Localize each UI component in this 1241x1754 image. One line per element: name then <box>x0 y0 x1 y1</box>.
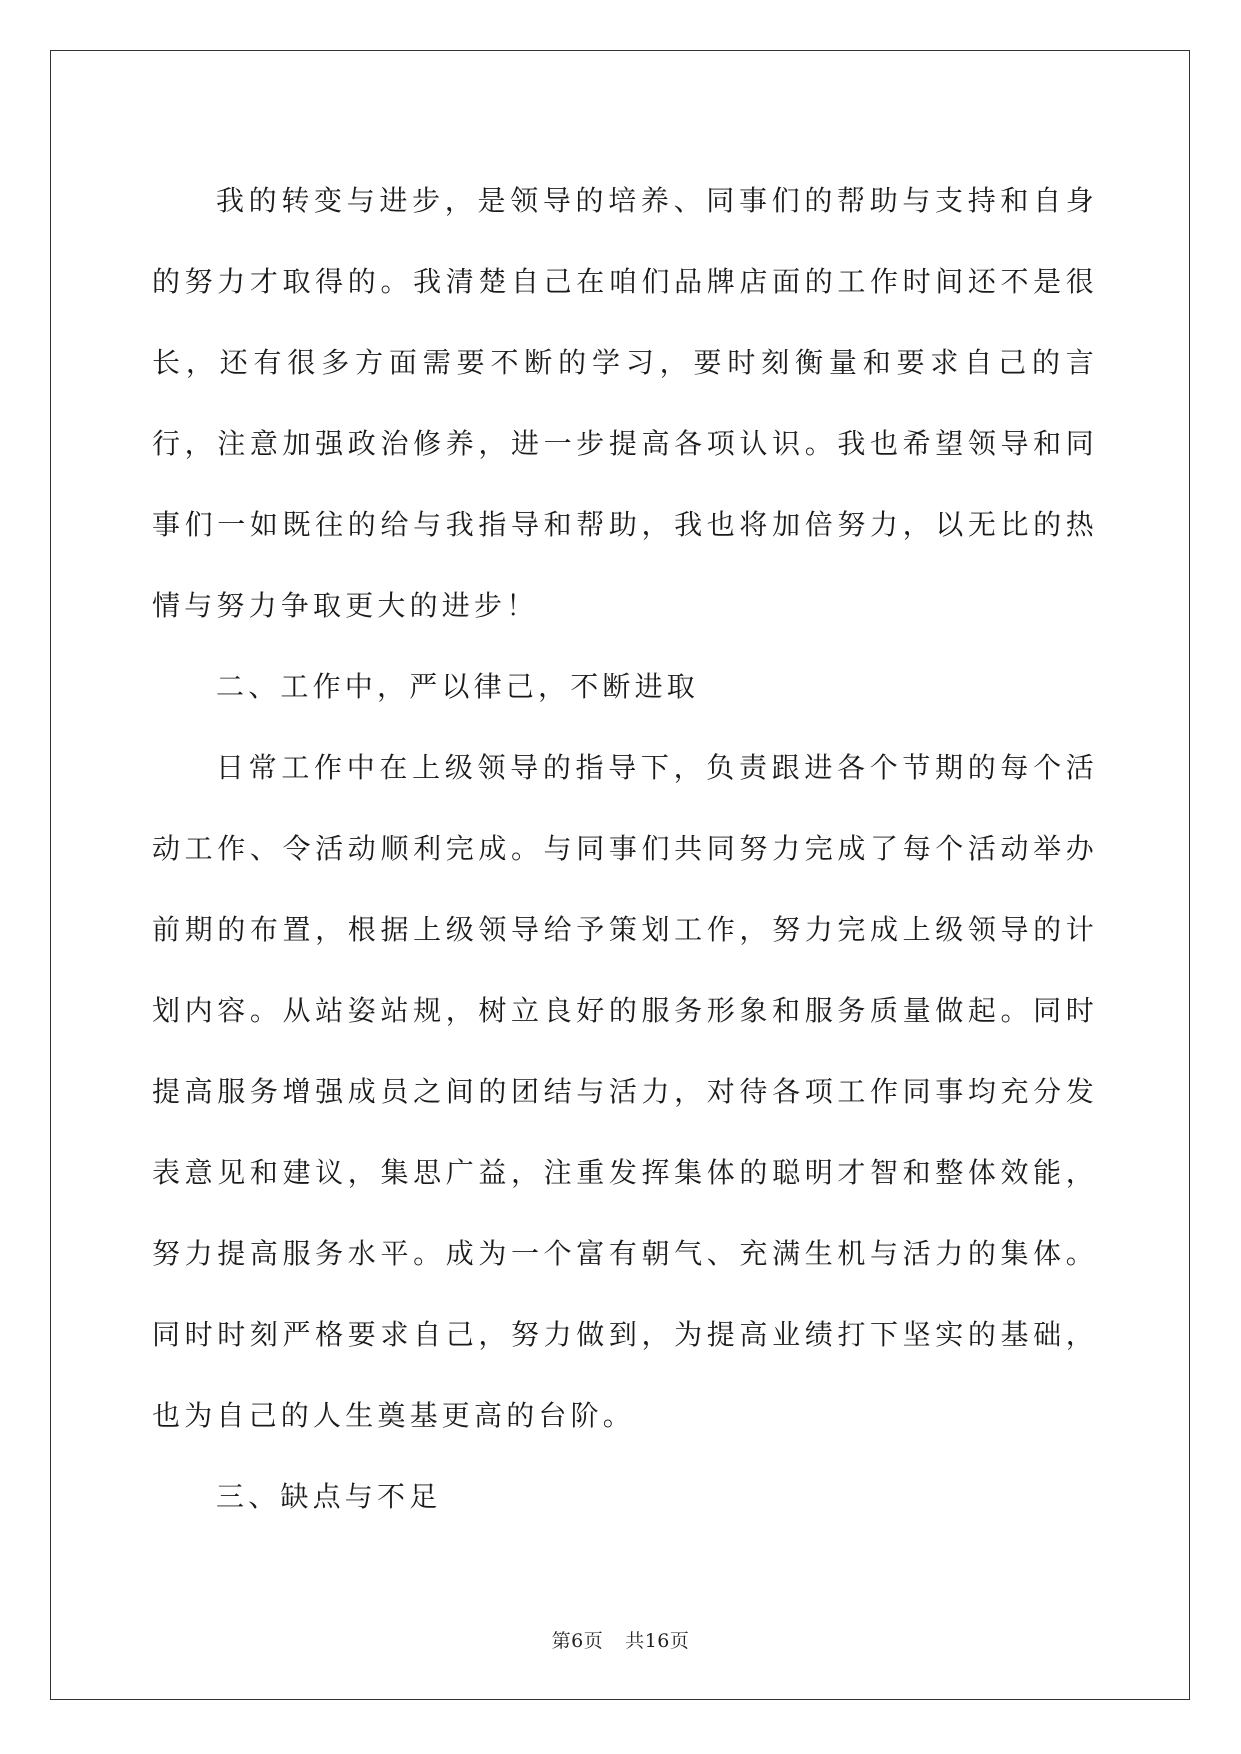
paragraph-work: 日常工作中在上级领导的指导下，负责跟进各个节期的每个活动工作、令活动顺利完成。与同事们共同努力完成了每个活动举办前期的布置，根据上级领导给予策划工作，努力完成上级领导的计划内容。从站姿站规，树立良好的服务形象和服务质量做起。同时提高服务增强成员之间的团结与活力，对待各项工作同事均充分发表意见和建议，集思广益，注重发挥集体的聪明才智和整体效能，努力提高服务水平。成为一个富有朝气、充满生机与活力的集体。同时时刻严格要求自己，努力做到，为提高业绩打下坚实的基础，也为自己的人生奠基更高的台阶。 <box>152 751 1098 1432</box>
current-page-number: 第6页 <box>551 1630 604 1652</box>
page-footer <box>0 1626 1241 1653</box>
document-body <box>152 160 1098 1537</box>
total-pages: 共16页 <box>625 1630 690 1652</box>
section-heading-two: 二、工作中，严以律己，不断进取 <box>216 670 700 703</box>
paragraph-progress: 我的转变与进步，是领导的培养、同事们的帮助与支持和自身的努力才取得的。我清楚自己在咱们品牌店面的工作时间还不是很长，还有很多方面需要不断的学习，要时刻衡量和要求自己的言行，注意加强政治修养，进一步提高各项认识。我也希望领导和同事们一如既往的给与我指导和帮助，我也将加倍努力，以无比的热情与努力争取更大的进步！ <box>152 184 1098 622</box>
section-heading-three: 三、缺点与不足 <box>216 1480 442 1513</box>
